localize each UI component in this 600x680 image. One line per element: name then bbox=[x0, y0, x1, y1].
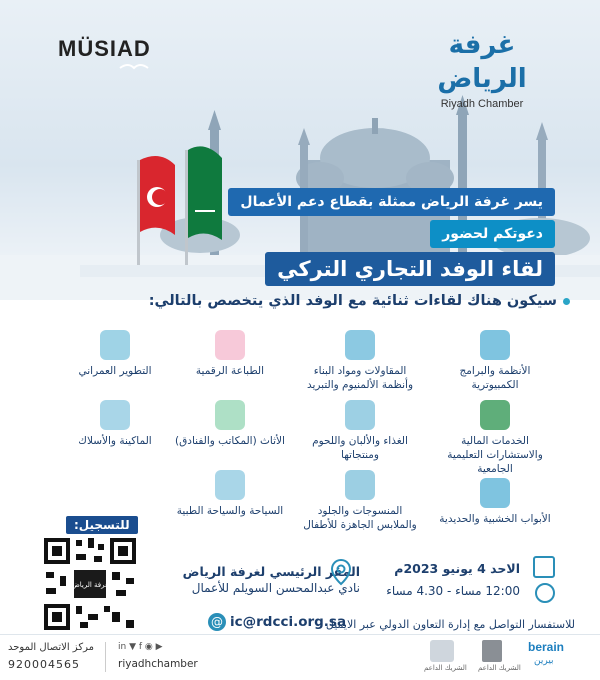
wallet-icon bbox=[480, 400, 510, 430]
contact-note: للاستفسار التواصل مع إدارة التعاون الدولي عبر الايميل bbox=[325, 618, 575, 631]
sector-item bbox=[300, 400, 420, 462]
intro-text bbox=[149, 293, 570, 309]
sector-label: التطوير العمراني bbox=[78, 365, 152, 377]
social-handle[interactable]: riyadhchamber bbox=[118, 658, 198, 670]
sector-label: المقاولات ومواد البناء وأنظمة الألمنيوم والتبريد bbox=[306, 365, 414, 391]
partner-logo-1 bbox=[430, 640, 454, 662]
footer-separator bbox=[105, 642, 106, 672]
sector-label: الماكينة والأسلاك bbox=[78, 435, 152, 447]
sector-label: الطباعة الرقمية bbox=[195, 365, 265, 377]
bullet-dot-icon bbox=[563, 298, 570, 305]
printer-icon bbox=[215, 330, 245, 360]
partner-logo-2 bbox=[482, 640, 502, 662]
riyadh-chamber-logo bbox=[412, 28, 552, 110]
unified-contact-label: مركز الاتصال الموحد bbox=[8, 642, 94, 653]
sector-label: الغذاء والألبان واللحوم ومنتجاتها bbox=[312, 435, 408, 461]
door-icon bbox=[480, 478, 510, 508]
sector-item bbox=[170, 400, 290, 448]
sector-item bbox=[300, 470, 420, 532]
sector-item bbox=[435, 478, 555, 526]
intro-text-label: سيكون هناك لقاءات ثنائية مع الوفد الذي يتخصص بالتالي: bbox=[148, 293, 557, 309]
partner-2-label: الشريك الداعم bbox=[478, 664, 521, 672]
machine-icon bbox=[100, 400, 130, 430]
location-pin-icon bbox=[330, 558, 352, 586]
event-title-banner: لقاء الوفد التجاري التركي bbox=[265, 252, 555, 286]
calendar-icon bbox=[533, 556, 555, 578]
footer-divider bbox=[0, 634, 600, 635]
clock-icon bbox=[535, 583, 555, 603]
event-date: الاحد 4 يونيو 2023م bbox=[394, 561, 520, 576]
food-icon bbox=[345, 400, 375, 430]
musiad-logo: MÜSIAD bbox=[58, 36, 151, 61]
concrete-mixer-icon bbox=[345, 330, 375, 360]
sector-item bbox=[300, 330, 420, 392]
sector-label: السياحة والسياحة الطبية bbox=[176, 505, 284, 517]
qr-center-logo: غرفة الرياض bbox=[71, 581, 109, 589]
venue-line2: نادي عبدالمحسن السويلم للأعمال bbox=[191, 581, 360, 595]
registration-label: للتسجيل: bbox=[66, 516, 138, 534]
house-icon bbox=[100, 330, 130, 360]
riyadh-chamber-logo-arabic: غرفة الرياض bbox=[437, 30, 527, 94]
textile-icon bbox=[345, 470, 375, 500]
sector-item bbox=[55, 400, 175, 448]
sector-label: الأبواب الخشبية والحديدية bbox=[439, 513, 551, 525]
sector-item bbox=[435, 330, 555, 392]
berain-logo-arabic: بيرين bbox=[534, 656, 554, 666]
tourism-icon bbox=[215, 470, 245, 500]
sector-item bbox=[435, 400, 555, 476]
sector-item bbox=[55, 330, 175, 378]
sector-label: الأثاث (المكاتب والفنادق) bbox=[175, 435, 285, 447]
sector-label: الخدمات المالية والاستشارات التعليمية الجامعية bbox=[447, 435, 543, 475]
invitation-banner-line2: دعوتكم لحضور bbox=[430, 220, 555, 248]
berain-logo: berain bbox=[528, 640, 565, 654]
partner-1-label: الشريك الداعم bbox=[424, 664, 467, 672]
venue-line1: المقر الرئيسي لغرفة الرياض bbox=[182, 564, 360, 579]
sector-label: الأنظمة والبرامج الكمبيوترية bbox=[459, 365, 531, 391]
event-time: 12:00 مساء - 4.30 مساء bbox=[386, 584, 520, 598]
unified-contact-phone[interactable]: 920004565 bbox=[8, 658, 80, 671]
sector-label: المنسوجات والجلود والملابس الجاهزة للأطفال bbox=[303, 505, 417, 531]
sector-item bbox=[170, 470, 290, 518]
riyadh-chamber-logo-english: Riyadh Chamber bbox=[440, 98, 524, 110]
sector-item bbox=[170, 330, 290, 378]
footer-bar bbox=[0, 634, 600, 680]
contact-email[interactable]: ic@rdcci.org.sa bbox=[230, 614, 347, 630]
registration-qr-code[interactable] bbox=[40, 534, 140, 634]
email-at-icon: @ bbox=[208, 613, 226, 631]
social-icons[interactable]: in ▼ f ◉ ▶ bbox=[118, 642, 163, 652]
invitation-banner-line1: يسر غرفة الرياض ممثلة بقطاع دعم الأعمال bbox=[228, 188, 555, 216]
computer-icon bbox=[480, 330, 510, 360]
furniture-icon bbox=[215, 400, 245, 430]
